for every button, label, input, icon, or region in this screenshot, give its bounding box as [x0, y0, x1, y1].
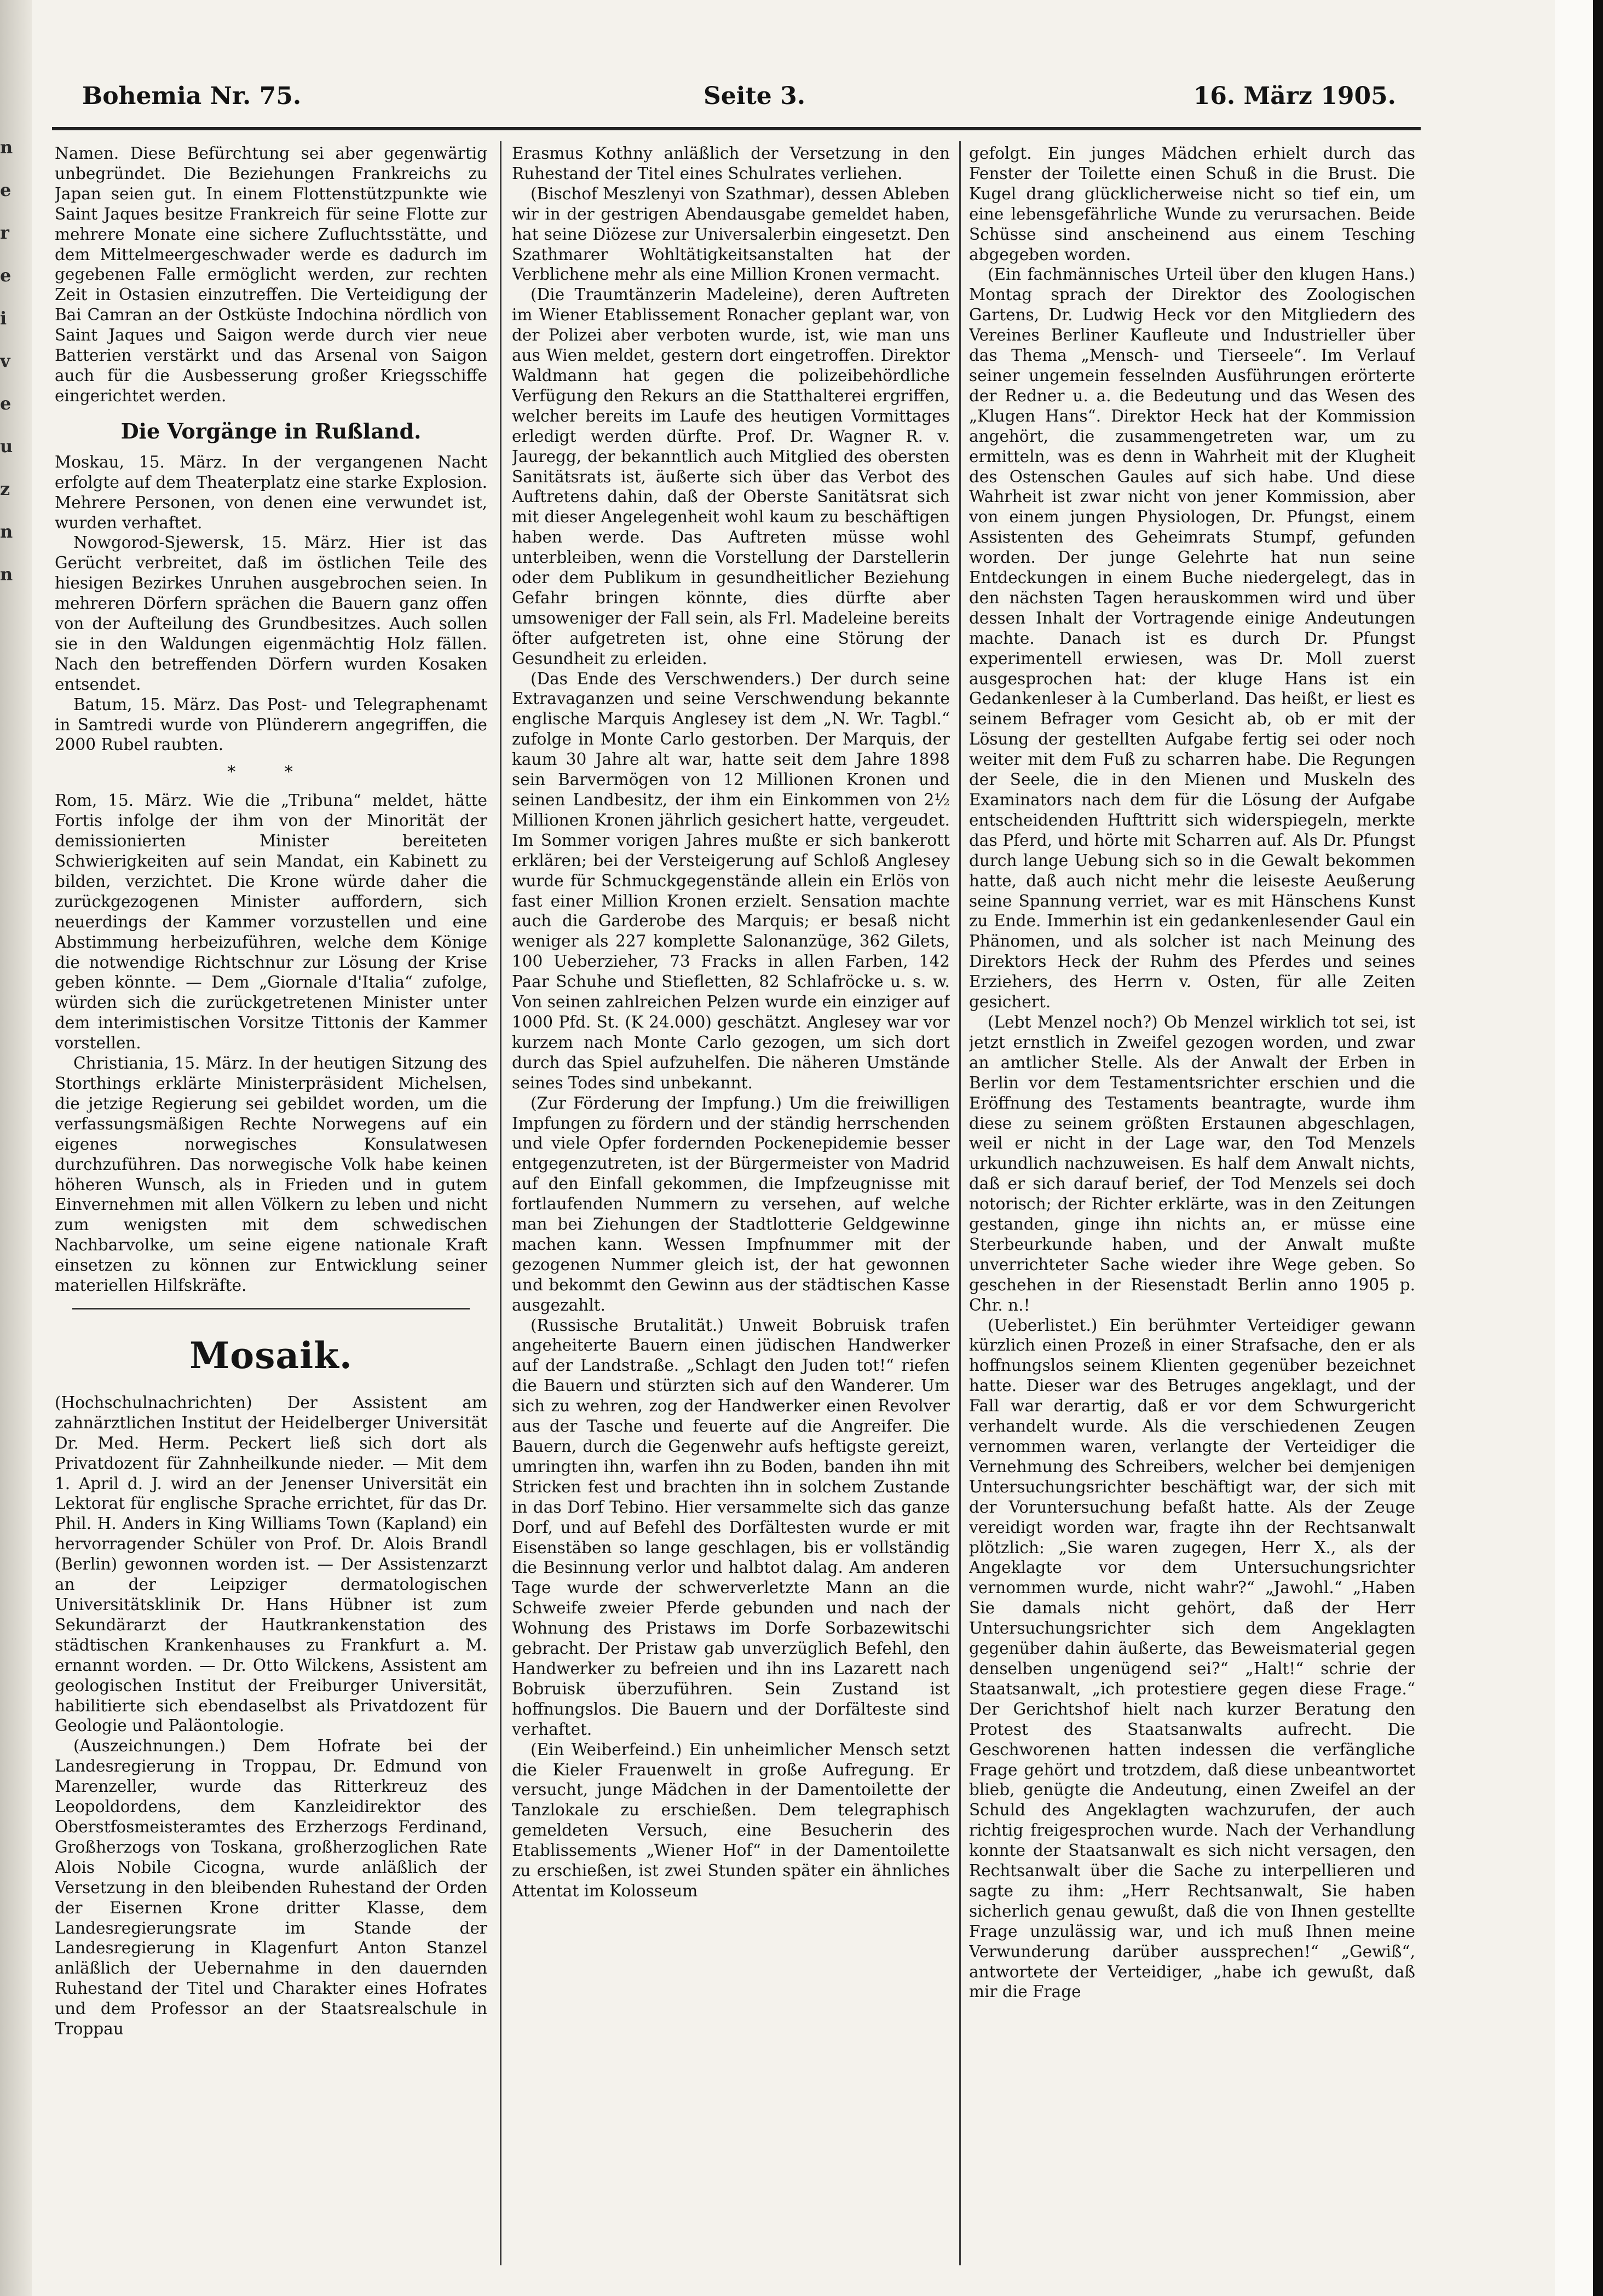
column-3 [969, 143, 1415, 2268]
news-item-moskau: Moskau, 15. März. In der vergangenen Nacht erfolgte auf dem Theaterplatz eine starke Explosion. Mehrere Personen, von denen eine verwundet ist, wurden verhaftet. [55, 452, 487, 532]
section-divider [72, 1308, 470, 1309]
news-item-ueberlistet: (Ueberlistet.) Ein berühmter Verteidiger gewann kürzlich einen Prozeß in einer Strafsache, den er als hoffnungslos seinem Klienten gegenüber bezeichnet hatte. Dieser war des Betruges angeklagt, und der Fall war derartig, daß er vor dem Schwurgericht verhandelt wurde. Als die verschiedenen Zeugen vernommen waren, verlangte der Verteidiger die Vernehmung des Schreibers, welcher bei demjenigen Untersuchungsrichter beschäftigt war, der sich mit der Voruntersuchung befaßt hatte. Als der Zeuge vereidigt worden war, fragte ihn der Rechtsanwalt plötzlich: „Sie waren zugegen, Herr X., als der Angeklagte vor dem Untersuchungsrichter vernommen wurde, nicht wahr?“ „Jawohl.“ „Haben Sie damals nicht gehört, daß der Herr Untersuchungsrichter sich dem Angeklagten gegenüber dahin äußerte, das Beweismaterial gegen denselben ungenügend sei?“ „Halt!“ schrie der Staatsanwalt, „ich protestiere gegen diese Frage.“ Der Gerichtshof hielt nach kurzer Beratung den Protest des Staatsanwalts aufrecht. Die Geschworenen hatten indessen die verfängliche Frage gehört und trotzdem, daß diese unbeantwortet blieb, genügte die Andeutung, einen Zweifel an der Schuld des Angeklagten wachzurufen, der auch richtig freigesprochen wurde. Nach der Verhandlung konnte der Staatsanwalt es sich nicht versagen, den Rechtsanwalt über die Sache zu interpellieren und sagte zu ihm: „Herr Rechtsanwalt, Sie haben sicherlich genau gewußt, daß die von Ihnen gestellte Frage unzulässig war, und ich muß Ihnen meine Verwunderung darüber aussprechen!“ „Gewiß“, antwortete der Verteidiger, „habe ich gewußt, daß mir die Frage [969, 1316, 1415, 2001]
header-rule [52, 127, 1421, 130]
section-heading-russia: Die Vorgänge in Rußland. [120, 418, 422, 443]
column-rule-2 [959, 141, 961, 2265]
column-1 [55, 143, 487, 2268]
column-2 [512, 143, 950, 2268]
news-item-auszeichnungen: (Auszeichnungen.) Dem Hofrate bei der Landesregierung in Troppau, Dr. Edmund von Marenzeller, wurde das Ritterkreuz des Leopoldordens, dem Kanzleidirektor des Oberstfosmeisteramtes des Erzherzogs Ferdinand, Großherzogs von Toskana, großherzoglichen Rate Alois Nobile Cicogna, wurde anläßlich der Versetzung in den bleibenden Ruhestand der Orden der Eisernen Krone dritter Klasse, dem Landesregierungsrate im Stande der Landesregierung in Klagenfurt Anton Stanzel anläßlich der Uebernahme in den dauernden Ruhestand der Titel und Charakter eines Hofrates und dem Professor an der Staatsrealschule in Troppau [55, 1737, 487, 2039]
news-item-bischof: (Bischof Meszlenyi von Szathmar), dessen Ableben wir in der gestrigen Abendausgabe gemeldet haben, hat seine Diözese zur Universalerbin eingesetzt. Den Szathmarer Wohltätigkeitsanstalten hat der Verblichene mehr als eine Million Kronen vermacht. [512, 184, 950, 284]
news-item-rom: Rom, 15. März. Wie die „Tribuna“ meldet, hätte Fortis infolge der ihm von der Minorität der demissionierten Minister bereiteten Schwierigkeiten auf sein Mandat, ein Kabinett zu bilden, verzichtet. Die Krone würde daher die zurückgezogenen Minister auffordern, sich neuerdings der Kammer vorzustellen und eine Abstimmung herbeizuführen, welche dem Könige die notwendige Richtschnur zur Lösung der Krise geben könnte. — Dem „Giornale d'Italia“ zufolge, würden sich die zurückgetretenen Minister unter dem interimistischen Vorsitze Tittonis der Kammer vorstellen. [55, 791, 487, 1053]
article-paragraph: Erasmus Kothny anläßlich der Versetzung in den Ruhestand der Titel eines Schulrates verliehen. [512, 144, 950, 183]
news-item-weiberfeind: (Ein Weiberfeind.) Ein unheimlicher Mensch setzt die Kieler Frauenwelt in große Aufregung. Er versucht, junge Mädchen in der Damentoilette der Tanzlokale zu erschießen. Dem telegraphisch gemeldeten Versuch, eine Besucherin des Etablissements „Wiener Hof“ in der Damentoilette zu erschießen, ist zwei Stunden später ein ähnliches Attentat im Kolosseum [512, 1740, 950, 1900]
article-paragraph: Namen. Diese Befürchtung sei aber gegenwärtig unbegründet. Die Beziehungen Frankreichs zu Japan seien gut. In einem Flottenstützpunkte wie Saint Jaques besitze Frankreich für seine Flotte zur mehrere Monate eine sichere Zufluchtsstätte, und dem Mittelmeergeschwader werde es dadurch im gegebenen Falle ermöglicht werden, zur rechten Zeit in Ostasien einzutreffen. Die Verteidigung der Bai Camran an der Ostküste Indochina nördlich von Saint Jaques und Saigon werde durch vier neue Batterien verstärkt und das Arsenal von Saigon auch für die Ausbesserung großer Kriegsschiffe eingerichtet werden. [55, 144, 487, 405]
article-paragraph: gefolgt. Ein junges Mädchen erhielt durch das Fenster der Toilette einen Schuß in die Brust. Die Kugel drang glücklicherweise nicht so tief ein, um eine lebensgefährliche Wunde zu verursachen. Beide Schüsse sind anscheinend aus einem Tesching abgegeben worden. [969, 144, 1415, 264]
page-header [82, 82, 1396, 126]
news-item-batum: Batum, 15. März. Das Post- und Telegraphenamt in Samtredi wurde von Plünderern angegriffen, die 2000 Rubel raubten. [55, 695, 487, 754]
right-margin [1555, 0, 1593, 2296]
news-item-impfung: (Zur Förderung der Impfung.) Um die freiwilligen Impfungen zu fördern und der ständig herrschenden und viele Opfer fordernden Pockenepidemie besser entgegenzutreten, ist der Bürgermeister von Madrid auf den Einfall gekommen, die Impfzeugnisse mit fortlaufenden Nummern zu versehen, auf welche man bei Ziehungen der Stadtlotterie Geldgewinne machen kann. Wessen Impfnummer mit der gezogenen Nummer gleich ist, der hat gewonnen und bekommt den Gewinn aus der städtischen Kasse ausgezahlt. [512, 1093, 950, 1314]
news-item-kluger-hans: (Ein fachmännisches Urteil über den klugen Hans.) Montag sprach der Direktor des Zoologischen Gartens, Dr. Ludwig Heck vor den Mitgliedern des Vereines Berliner Kaufleute und Industrieller über das Thema „Mensch- und Tierseele“. Im Verlauf seiner ungemein fesselnden Ausführungen erörterte der Redner u. a. die Bedeutung und das Wesen des „Klugen Hans“. Direktor Heck hat der Kommission angehört, die zusammengetreten war, um zu ermitteln, was es denn in Wahrheit mit der Klugheit des Ostenschen Gaules auf sich habe. Und diese Wahrheit ist zwar nicht von jener Kommission, aber von einem jungen Physiologen, Dr. Pfungst, einem Assistenten des Geheimrats Stumpf, gefunden worden. Der junge Gelehrte hat nun seine Entdeckungen in einem Buche niedergelegt, das in den nächsten Tagen herauskommen wird und über dessen Inhalt der Vortragende einige Andeutungen machte. Danach ist es durch Dr. Pfungst experimentell erwiesen, was Dr. Moll zuerst ausgesprochen hat: der kluge Hans ist ein Gedankenleser à la Cumberland. Das heißt, er liest es seinem Befrager vom Gesicht ab, ob er mit der Lösung der gestellten Aufgabe fertig sei oder noch weiter mit dem Fuß zu scharren habe. Die Regungen der Seele, die in den Mienen und Muskeln des Examinators nach dem für die Lösung der Aufgabe entscheidenden Hufttritt sich widerspiegeln, merkte das Pferd, und hörte mit Scharren auf. Als Dr. Pfungst durch lange Uebung sich so in die Gewalt bekommen hatte, daß auch nicht mehr die leiseste Aeußerung seine Spannung verriet, war es mit Hänschens Kunst zu Ende. Immerhin ist ein gedankenlesender Gaul ein Phänomen, und als solcher ist nach Meinung des Direktors Heck der Ruhm des Pferdes und seines Erziehers, des Herrn v. Osten, für alle Zeiten gesichert. [969, 265, 1415, 1012]
column-rule-1 [500, 141, 501, 2265]
section-heading-mosaik: Mosaik. [189, 1334, 353, 1377]
right-page-edge [1593, 0, 1603, 2296]
news-item-verschwender: (Das Ende des Verschwenders.) Der durch seine Extravaganzen und seine Verschwendung bekannte englische Marquis Anglesey ist dem „N. Wr. Tagbl.“ zufolge in Monte Carlo gestorben. Der Marquis, der kaum 30 Jahre alt war, hatte seit dem Jahre 1898 sein Barvermögen von 12 Millionen Kronen und seinen Landbesitz, der ihm ein Einkommen von 2½ Millionen Kronen jährlich gesichert hatte, vergeudet. Im Sommer vorigen Jahres mußte er sich bankerott erklären; bei der Versteigerung auf Schloß Anglesey wurde für Schmuckgegenstände allein ein Erlös von fast einer Million Kronen erzielt. Sensation machte auch die Garderobe des Marquis; er besaß nicht weniger als 227 komplette Salonanzüge, 362 Gilets, 100 Ueberzieher, 73 Fracks in allen Farben, 142 Paar Schuhe und Stiefletten, 82 Schlafröcke u. s. w. Von seinen zahlreichen Pelzen wurde ein einziger auf 1000 Pfd. St. (K 24.000) geschätzt. Anglesey war vor kurzem nach Monte Carlo gezogen, um sich dort durch das Spiel aufzuhelfen. Die näheren Umstände seines Todes sind unbekannt. [512, 669, 950, 1092]
news-item-nowgorod: Nowgorod-Sjewersk, 15. März. Hier ist das Gerücht verbreitet, daß im östlichen Teile des hiesigen Bezirkes Unruhen ausgebrochen seien. In mehreren Dörfern sprächen die Bauern ganz offen von der Aufteilung des Grundbesitzes. Auch sollen sie in den Waldungen eigenmächtig Holz fällen. Nach den betreffenden Dörfern wurden Kosaken entsendet. [55, 533, 487, 694]
news-item-hochschul: (Hochschulnachrichten) Der Assistent am zahnärztlichen Institut der Heidelberger Universität Dr. Med. Herm. Peckert ließ sich dort als Privatdozent für Zahnheilkunde nieder. — Mit dem 1. April d. J. wird an der Jenenser Universität ein Lektorat für englische Sprache errichtet, für das Dr. Phil. H. Anders in King Williams Town (Kapland) ein hervorragender Schüler von Prof. Dr. Alois Brandl (Berlin) gewonnen worden ist. — Der Assistenzarzt an der Leipziger dermatologischen Universitätsklinik Dr. Hans Hübner ist zum Sekundärarzt der Hautkrankenstation des städtischen Krankenhauses zu Frankfurt a. M. ernannt worden. — Dr. Otto Wilckens, Assistent am geologischen Institut der Freiburger Universität, habilitierte sich ebendaselbst als Privatdozent für Geologie und Paläontologie. [55, 1393, 487, 1735]
header-date: 16. März 1905. [1193, 82, 1396, 110]
news-item-christiania: Christiania, 15. März. In der heutigen Sitzung des Storthings erklärte Ministerpräsident Michelsen, die jetzige Regierung sei gebildet worden, um die verfassungsmäßigen Rechte Norwegens auf ein eigenes norwegisches Konsulatwesen durchzuführen. Das norwegische Volk habe keinen höheren Wunsch, als in Frieden und in gutem Einvernehmen mit allen Völkern zu leben und nicht zum wenigsten mit dem schwedischen Nachbarvolke, um seine eigene nationale Kraft einsetzen zu können zur Entwicklung seiner materiellen Hilfskräfte. [55, 1054, 487, 1295]
news-item-menzel: (Lebt Menzel noch?) Ob Menzel wirklich tot sei, ist jetzt ernstlich in Zweifel gezogen worden, und zwar an amtlicher Stelle. Als der Anwalt der Erben in Berlin vor dem Testamentsrichter erschien und die Eröffnung des Testaments beantragte, wurde ihm diese zu seinem größten Erstaunen abgeschlagen, weil er nicht in der Lage war, den Tod Menzels urkundlich nachzuweisen. Es half dem Anwalt nichts, daß er sich darauf berief, der Tod Menzels sei doch notorisch; der Richter erklärte, was in den Zeitungen gestanden, ginge ihn nichts an, er müsse eine Sterbeurkunde haben, und der Anwalt mußte unverrichteter Sache wieder ihre Wege geben. So geschehen in der Riesenstadt Berlin anno 1905 p. Chr. n.! [969, 1012, 1415, 1314]
header-page-number: Seite 3. [704, 82, 806, 110]
news-item-brutalitaet: (Russische Brutalität.) Unweit Bobruisk trafen angeheiterte Bauern einen jüdischen Handwerker auf der Landstraße. „Schlagt den Juden tot!“ riefen die Bauern und stürzten sich auf den Wanderer. Um sich zu wehren, zog der Handwerker einen Revolver aus der Tasche und feuerte auf die Angreifer. Die Bauern, durch die Gegenwehr aufs heftigste gereizt, umringten ihn, warfen ihn zu Boden, banden ihn mit Stricken fest und brachten ihn in solchem Zustande in das Dorf Tebino. Hier versammelte sich das ganze Dorf, und auf Befehl des Dorfältesten wurde er mit Eisenstäben so lange geschlagen, bis er vollständig die Besinnung verlor und halbtot dalag. Am anderen Tage wurde der schwerverletzte Mann an die Schweife zweier Pferde gebunden und nach der Wohnung des Pristaws im Dorfe Sorbazewitschi gebracht. Der Pristaw gab unverzüglich Befehl, den Handwerker zu befreien und ihn ins Lazarett nach Bobruisk überzuführen. Sein Zustand ist hoffnungslos. Die Bauern und der Dorfälteste sind verhaftet. [512, 1316, 950, 1739]
header-masthead: Bohemia Nr. 75. [82, 82, 302, 110]
left-edge-letters: n e r e i v e u z n n [0, 137, 13, 585]
separator-stars: * * [227, 763, 315, 782]
news-item-traumtaenzerin: (Die Traumtänzerin Madeleine), deren Auftreten im Wiener Etablissement Ronacher geplant war, von der Polizei aber verboten wurde, ist, wie man uns aus Wien meldet, gestern dort eingetroffen. Direktor Waldmann hat gegen die polizeibehördliche Verfügung den Rekurs an die Statthalterei ergriffen, welcher bereits im Laufe des heutigen Vormittages erledigt werden dürfte. Prof. Dr. Wagner R. v. Jauregg, der bekanntlich auch Mitglied des obersten Sanitätsrats ist, äußerte sich über das Verbot des Auftretens dahin, daß der Oberste Sanitätsrat sich mit dieser Angelegenheit wohl kaum zu beschäftigen haben werde. Das Auftreten müsse wohl unterbleiben, wenn die Vorstellung der Darstellerin oder dem Publikum in gesundheitlicher Beziehung Gefahr bringen könnte, dies dürfte aber umsoweniger der Fall sein, als Frl. Madeleine bereits öfter aufgetreten ist, ohne eine Störung der Gesundheit zu erleiden. [512, 285, 950, 668]
